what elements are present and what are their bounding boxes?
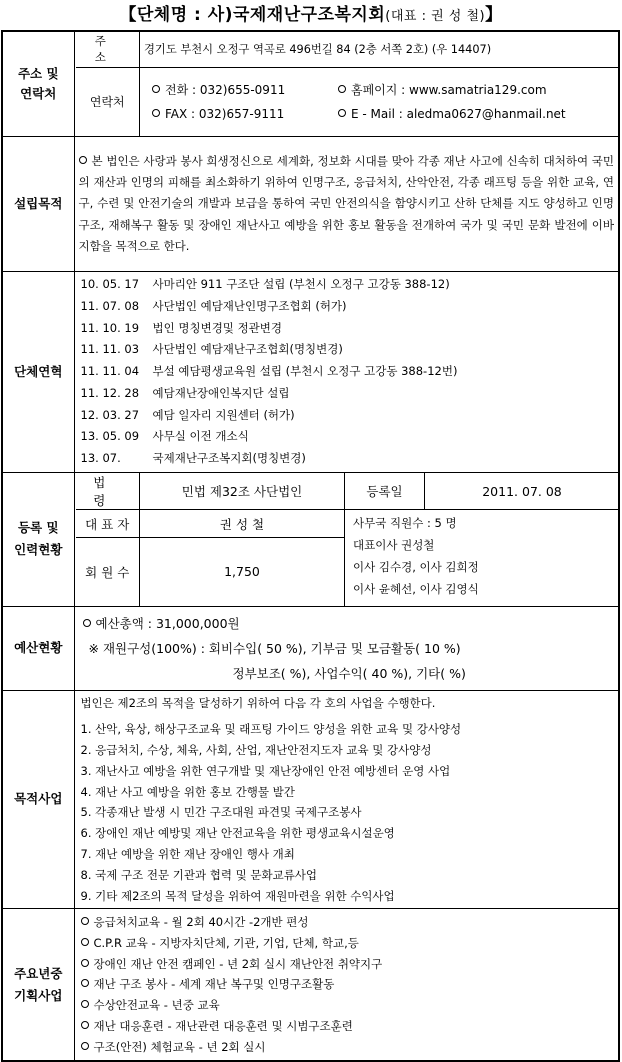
- members-label: 회 원 수: [76, 538, 140, 606]
- bullet-icon: [81, 1021, 89, 1029]
- rep-label: 대 표 자: [76, 510, 140, 538]
- phone-label: 연락처: [76, 67, 140, 136]
- purpose-row: [2, 137, 619, 272]
- history-item: 13. 07. 국제재난구조복지회(명칭변경): [80, 450, 306, 465]
- business-item: 3. 재난사고 예방을 위한 연구개발 및 재난장애인 안전 예방센터 운영 사업: [80, 763, 451, 778]
- plans-row: [2, 909, 619, 1061]
- bullet-icon: [152, 109, 160, 117]
- fax-value: FAX : 032)657-9111: [165, 106, 285, 121]
- title-end: 】: [485, 5, 503, 25]
- history-item: 11. 10. 19 법인 명칭변경및 정관변경: [80, 320, 283, 335]
- history-item: 13. 05. 09 사무실 이전 개소식: [80, 429, 249, 444]
- business-item: 4. 재난 사고 예방을 위한 홍보 간행물 발간: [80, 784, 295, 799]
- history-label: 단체연혁: [2, 272, 74, 473]
- business-item: 5. 각종재난 발생 시 민간 구조대원 파견및 국제구조봉사: [80, 805, 362, 820]
- history-item: 11. 12. 28 예담재난장애인복지단 설립: [80, 385, 290, 400]
- law-label: 법 령: [76, 473, 140, 510]
- registration-label: 등록 및 인력현황: [2, 473, 74, 607]
- budget-composition: ※ 재원구성(100%) : 회비수입( 50 %), 기부금 및 모금활동( 10 %): [88, 640, 461, 656]
- address-label: 주 소: [76, 32, 140, 67]
- plan-item: 장애인 재난 안전 캠페인 - 년 2회 실시 재난안전 취약지구: [81, 954, 613, 975]
- members-value: 1,750: [140, 538, 345, 606]
- business-item: 1. 산악, 육상, 해상구조교육 및 래프팅 가이드 양성을 위한 교육 및 강사양성: [80, 722, 462, 737]
- organization-table: [1, 30, 620, 1062]
- bullet-icon: [81, 917, 89, 925]
- bullet-icon: [338, 109, 346, 117]
- executive: 이사 윤혜선, 이사 김영식: [353, 582, 479, 596]
- title-representative: (대표 : 권 성 철): [385, 9, 486, 24]
- business-item: 9. 기타 제2조의 목적 달성을 위하여 재원마련을 위한 수익사업: [80, 888, 395, 903]
- bullet-icon: [81, 1000, 89, 1008]
- bullet-icon: [79, 156, 87, 164]
- business-row: [2, 690, 619, 909]
- executive: 이사 김수경, 이사 김희정: [353, 560, 479, 574]
- bullet-icon: [338, 85, 346, 93]
- phone-value: 전화 : 032)655-0911: [165, 82, 286, 97]
- budget-composition-2: 정부보조( %), 사업수익( 40 %), 기타( %): [232, 665, 466, 681]
- business-label: 목적사업: [2, 690, 74, 909]
- history-item: 11. 11. 03 사단법인 예담재난구조협회(명칭변경): [80, 342, 343, 357]
- executive: 대표이사 권성철: [353, 538, 435, 552]
- budget-row: [2, 606, 619, 690]
- address-value: 경기도 부천시 오정구 역곡로 496번길 84 (2층 서쪽 2호) (우 14407): [140, 32, 620, 67]
- plan-item: 응급처치교육 - 월 2회 40시간 -2개반 편성: [81, 912, 613, 933]
- plan-item: 구조(안전) 체험교육 - 년 2회 실시: [81, 1037, 613, 1058]
- reg-date-value: 2011. 07. 08: [425, 473, 620, 510]
- law-value: 민법 제32조 사단법인: [140, 473, 345, 510]
- bullet-icon: [81, 959, 89, 967]
- business-item: 8. 국제 구조 전문 기관과 협력 및 문화교류사업: [80, 867, 318, 882]
- history-item: 12. 03. 27 예담 일자리 지원센터 (허가): [80, 407, 295, 422]
- budget-label: 예산현황: [2, 606, 74, 690]
- plan-item: C.P.R 교육 - 지방자치단체, 기관, 기업, 단체, 학교,등: [81, 933, 613, 954]
- registration-row: [2, 473, 619, 607]
- bullet-icon: [81, 979, 89, 987]
- page-title: [0, 0, 622, 30]
- homepage-value: 홈페이지 : www.samatria129.com: [351, 82, 547, 97]
- rep-value: 권 성 철: [140, 510, 345, 538]
- business-item: 2. 응급처치, 수상, 체육, 사회, 산업, 재난안전지도자 교육 및 강사양성: [80, 743, 432, 758]
- purpose-text: 본 법인은 사랑과 봉사 희생정신으로 세계화, 정보화 시대를 맞아 각종 재난 사고에 신속히 대처하여 국민의 재산과 인명의 피해를 최소화하기 위하여 인명구조, 응급처치, 산악안전, 각종 래프팅 등을 위한 교육, 연구, 수련 및 안전기술의 개발과 보급을 통하여 국민 안전의식을 함양시키고 산하 단체를 지도 양성하고 인명구조, 재해복구 활동 및 장애인 재난사고 예방을 위한 홍보 활동을 전개하여 국가 및 국민 문화 발전에 이바지함을 목적으로 한다.: [78, 153, 614, 253]
- budget-total: 예산총액 : 31,000,000원: [95, 615, 240, 631]
- email-value: E - Mail : aledma0627@hanmail.net: [351, 106, 566, 121]
- plan-item: 수상안전교육 - 년중 교육: [81, 995, 613, 1016]
- contact-label: 주소 및 연락처: [2, 31, 74, 137]
- history-row: [2, 272, 619, 473]
- business-item: 6. 장애인 재난 예방및 재난 안전교육을 위한 평생교육시설운영: [80, 826, 395, 841]
- bullet-icon: [83, 619, 91, 627]
- business-item: 7. 재난 예방을 위한 재난 장애인 행사 개최: [80, 847, 295, 862]
- bullet-icon: [152, 85, 160, 93]
- business-intro: 법인은 제2조의 목적을 달성하기 위하여 다음 각 호의 사업을 수행한다.: [80, 695, 436, 710]
- plan-item: 재난 대응훈련 - 재난관련 대응훈련 및 시범구조훈련: [81, 1016, 613, 1037]
- bullet-icon: [81, 1042, 89, 1050]
- history-item: 11. 07. 08 사단법인 예담재난인명구조협회 (허가): [80, 299, 347, 314]
- bullet-icon: [81, 938, 89, 946]
- plan-item: 재난 구조 봉사 - 세계 재난 복구및 인명구조활동: [81, 974, 613, 995]
- purpose-label: 설립목적: [2, 137, 74, 272]
- staff-count: 사무국 직원수 : 5 명: [353, 516, 457, 530]
- reg-date-label: 등록일: [345, 473, 425, 510]
- plans-label: 주요년중 기획사업: [2, 909, 74, 1061]
- history-item: 11. 11. 04 부설 예담평생교육원 설립 (부천시 오정구 고강동 388-12번): [80, 364, 458, 379]
- title-main: 【단체명 : 사)국제재난구조복지회: [119, 5, 386, 25]
- contact-row: [2, 31, 619, 137]
- history-item: 10. 05. 17 사마리안 911 구조단 설립 (부천시 오정구 고강동 388-12): [80, 277, 450, 292]
